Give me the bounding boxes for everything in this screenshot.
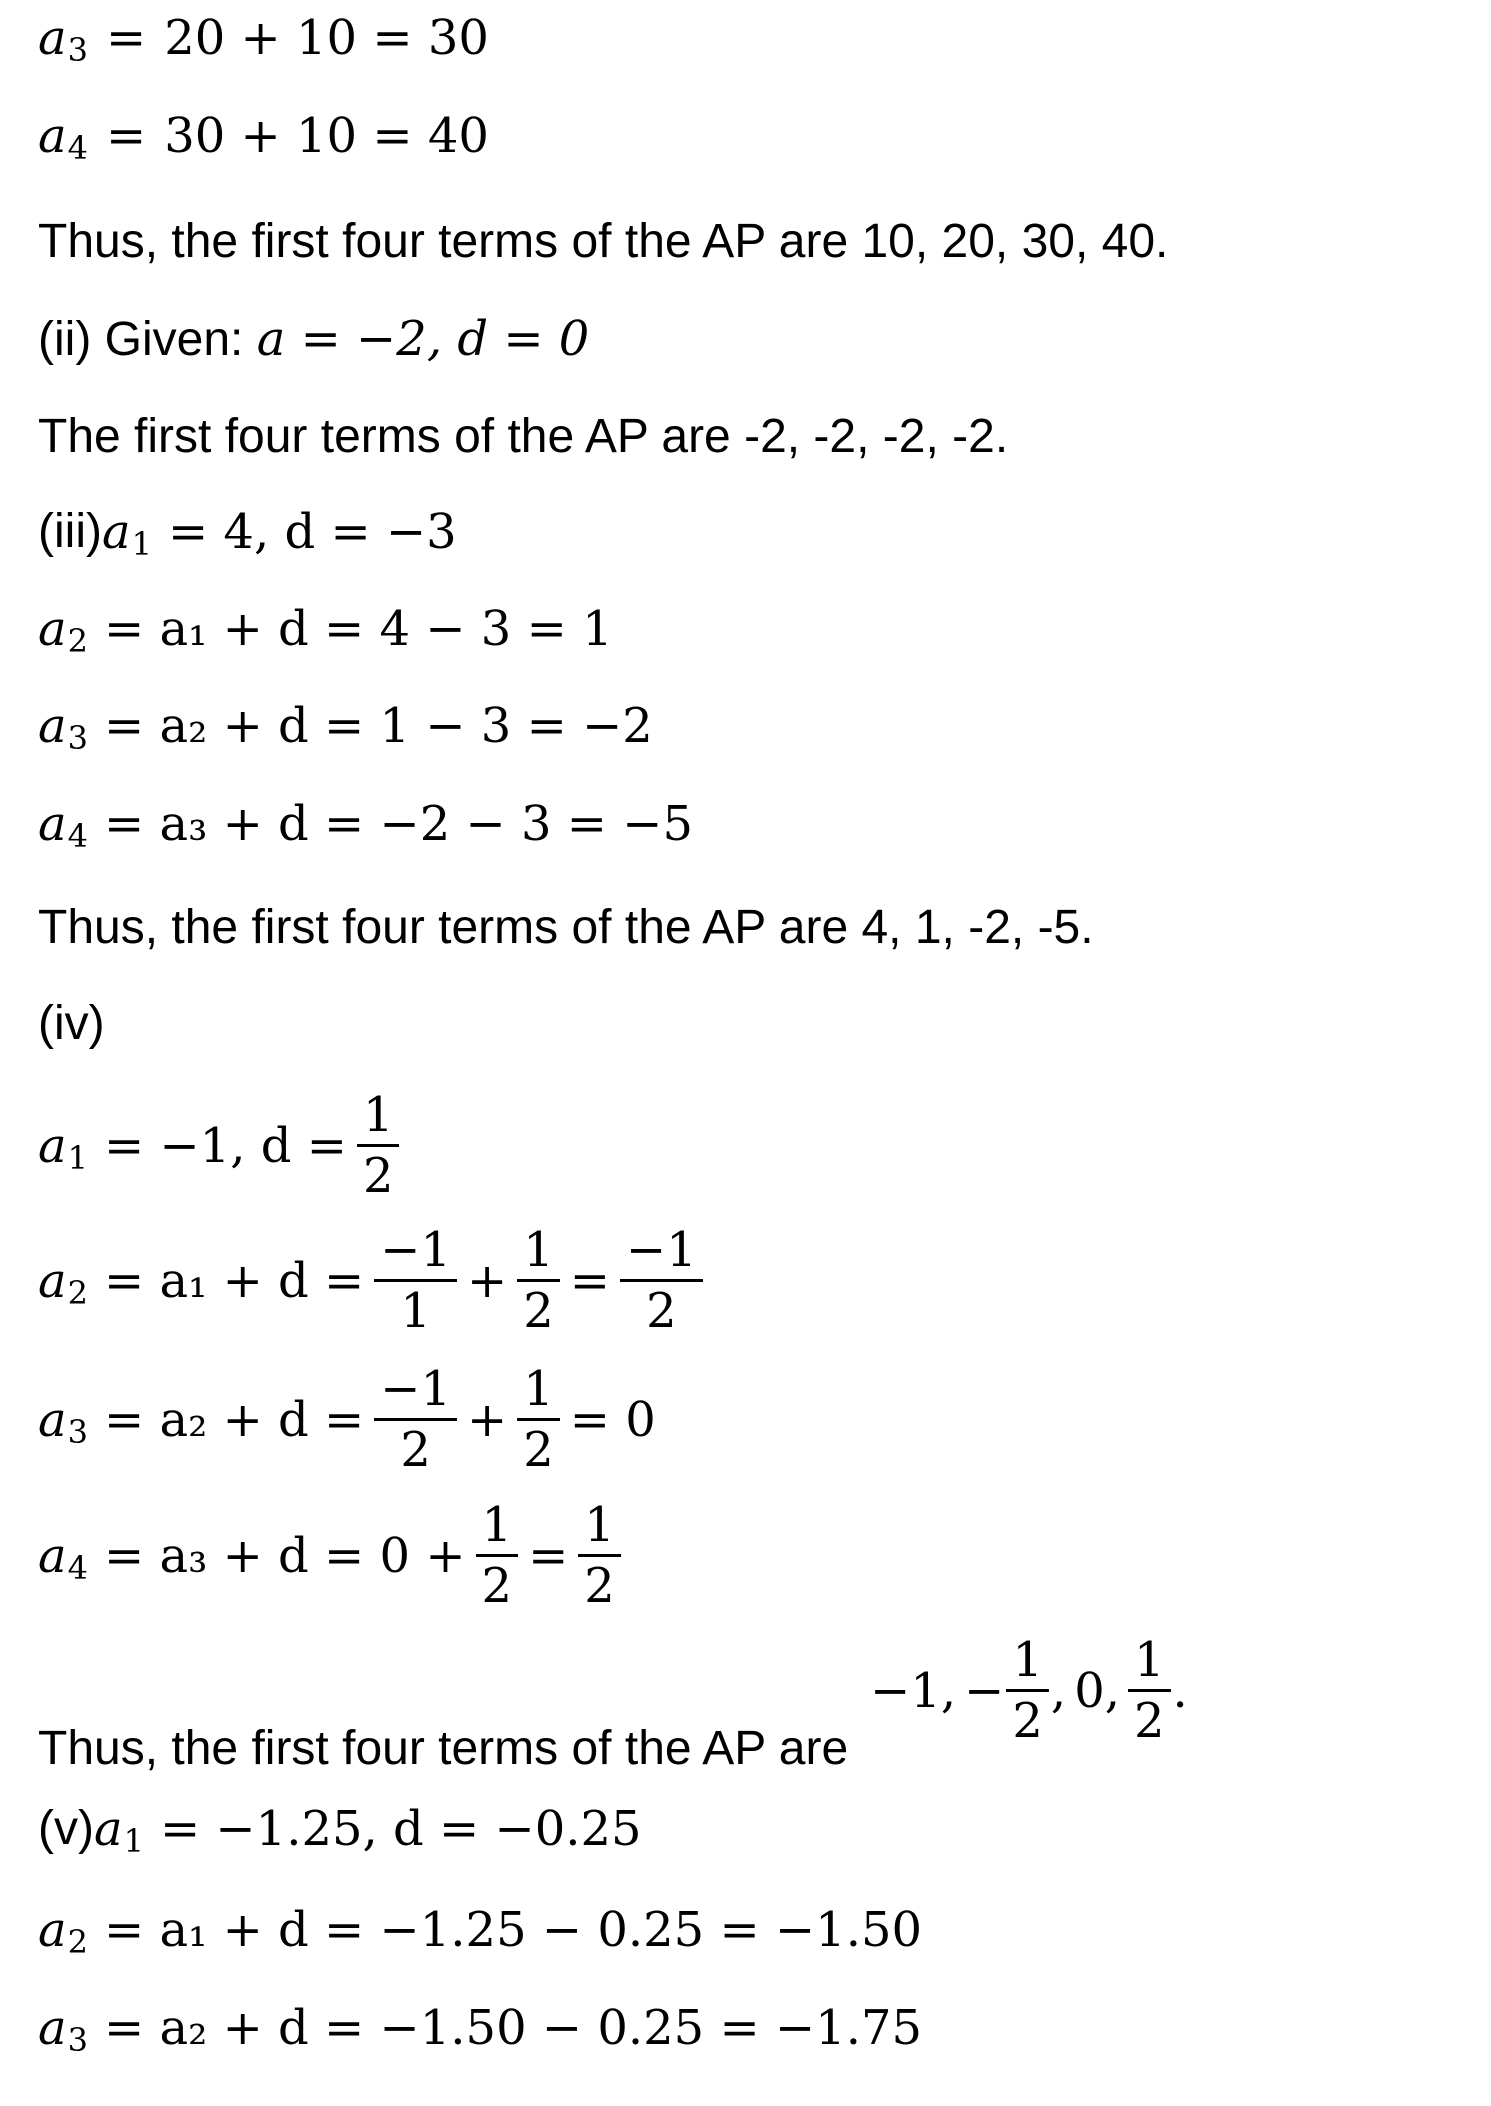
equation-rhs: 30 + 10 = 40 [164, 108, 489, 164]
denominator: 2 [481, 1558, 513, 1615]
minus-sign: − [964, 1662, 1005, 1719]
equals-sign: = [105, 108, 147, 164]
var-a: a [38, 1527, 67, 1584]
numerator: 1 [476, 1500, 519, 1557]
var-a: a [38, 108, 67, 164]
denominator: 2 [523, 1422, 554, 1479]
part-iv-given [38, 1087, 409, 1205]
conclusion-part-i: Thus, the first four terms of the AP are 10, 20, 30, 40. [38, 215, 1169, 268]
equation-v-a2 [38, 1902, 923, 1961]
conclusion-text: Thus, the first four terms of the AP are [38, 1721, 849, 1775]
part-ii-math: a = −2, d = 0 [256, 311, 590, 367]
subscript: 3 [67, 31, 88, 69]
var-a: a [38, 1902, 67, 1958]
var-a: a [93, 1801, 123, 1857]
equals-sign: = [105, 10, 147, 66]
sequence-math [870, 1632, 1188, 1750]
part-v-label: (v) [38, 1802, 94, 1855]
subscript: 4 [67, 1548, 88, 1587]
equation-lhs-rest: = a₂ + d = [103, 1391, 365, 1448]
subscript: 4 [67, 817, 88, 855]
equation-rhs: = a₃ + d = −2 − 3 = −5 [103, 796, 694, 852]
conclusion-part-iii: Thus, the first four terms of the AP are 4, 1, -2, -5. [38, 901, 1094, 954]
numerator: 1 [517, 1364, 560, 1421]
numerator: −1 [620, 1225, 703, 1282]
denominator: 2 [1133, 1693, 1165, 1750]
var-a: a [38, 1252, 67, 1309]
subscript: 3 [67, 2021, 88, 2059]
equation-iv-a2 [38, 1222, 713, 1340]
subscript: 4 [67, 129, 88, 167]
denominator: 2 [584, 1558, 615, 1615]
numerator: 1 [1128, 1635, 1171, 1692]
term-neg-one: −1, [870, 1662, 957, 1719]
var-a: a [38, 10, 67, 66]
subscript: 2 [67, 622, 88, 660]
fraction-half [1006, 1632, 1049, 1750]
conclusion-part-iv [38, 1632, 1188, 1777]
part-ii-given [38, 311, 590, 367]
denominator: 2 [646, 1283, 677, 1340]
denominator: 2 [400, 1422, 431, 1479]
term-zero: 0, [1074, 1662, 1120, 1719]
equals-sign: = [569, 1252, 611, 1309]
numerator: −1 [374, 1225, 457, 1282]
part-v-math: = −1.25, d = −0.25 [159, 1801, 642, 1857]
comma: , [1050, 1662, 1067, 1719]
fraction-half [517, 1361, 560, 1479]
equation-a4-part-i [38, 108, 489, 167]
equation-rhs: = 0 [569, 1391, 656, 1448]
subscript: 2 [67, 1273, 88, 1312]
equation-a3-part-i [38, 10, 489, 69]
part-ii-label: (ii) Given: [38, 313, 257, 366]
plus-sign: + [467, 1252, 508, 1309]
equation-lhs-rest: = −1, d = [103, 1117, 347, 1174]
plus-sign: + [467, 1391, 508, 1448]
fraction-neg-half [620, 1222, 703, 1340]
denominator: 2 [1012, 1693, 1043, 1750]
conclusion-part-ii: The first four terms of the AP are -2, -2, -2, -2. [38, 410, 1009, 463]
denominator: 2 [362, 1148, 394, 1205]
numerator: −1 [374, 1364, 457, 1421]
var-a: a [38, 2000, 67, 2056]
equation-lhs-rest: = a₃ + d = 0 + [103, 1527, 466, 1584]
part-iii-math: = 4, d = −3 [167, 504, 457, 560]
part-v-given [38, 1801, 642, 1860]
period: . [1172, 1662, 1188, 1719]
equation-v-a3 [38, 2000, 923, 2059]
subscript: 1 [123, 1822, 144, 1860]
fraction-neg-half [374, 1361, 457, 1479]
var-a: a [38, 601, 67, 657]
numerator: 1 [357, 1090, 400, 1147]
equation-rhs: 20 + 10 = 30 [164, 10, 489, 66]
var-a: a [38, 698, 67, 754]
subscript: 3 [67, 719, 88, 757]
subscript: 1 [67, 1138, 88, 1177]
var-a: a [101, 504, 131, 560]
subscript: 2 [67, 1923, 88, 1961]
equation-iii-a3 [38, 698, 653, 757]
fraction-half [476, 1497, 519, 1615]
equals-sign: = [528, 1527, 569, 1584]
fraction-half [517, 1222, 560, 1340]
var-a: a [38, 1391, 67, 1448]
equation-iii-a2 [38, 601, 613, 660]
numerator: 1 [517, 1225, 560, 1282]
equation-rhs: = a₂ + d = −1.50 − 0.25 = −1.75 [103, 2000, 923, 2056]
denominator: 1 [400, 1283, 431, 1340]
equation-iv-a3 [38, 1361, 656, 1479]
equation-iv-a4 [38, 1497, 631, 1615]
subscript: 3 [67, 1412, 88, 1451]
var-a: a [38, 1117, 67, 1174]
numerator: 1 [578, 1500, 621, 1557]
equation-lhs-rest: = a₁ + d = [103, 1252, 365, 1309]
fraction-half [357, 1087, 400, 1205]
equation-rhs: = a₁ + d = −1.25 − 0.25 = −1.50 [103, 1902, 923, 1958]
equation-rhs: = a₂ + d = 1 − 3 = −2 [103, 698, 653, 754]
fraction-half [578, 1497, 621, 1615]
var-a: a [38, 796, 67, 852]
numerator: 1 [1006, 1635, 1049, 1692]
fraction-neg-one-over-one [374, 1222, 457, 1340]
equation-iii-a4 [38, 796, 694, 855]
fraction-half [1128, 1632, 1171, 1750]
part-iv-label: (iv) [38, 997, 105, 1050]
part-iii-label: (iii) [38, 505, 102, 558]
part-iii-given [38, 504, 457, 563]
denominator: 2 [523, 1283, 554, 1340]
equation-rhs: = a₁ + d = 4 − 3 = 1 [103, 601, 613, 657]
subscript: 1 [131, 525, 152, 563]
